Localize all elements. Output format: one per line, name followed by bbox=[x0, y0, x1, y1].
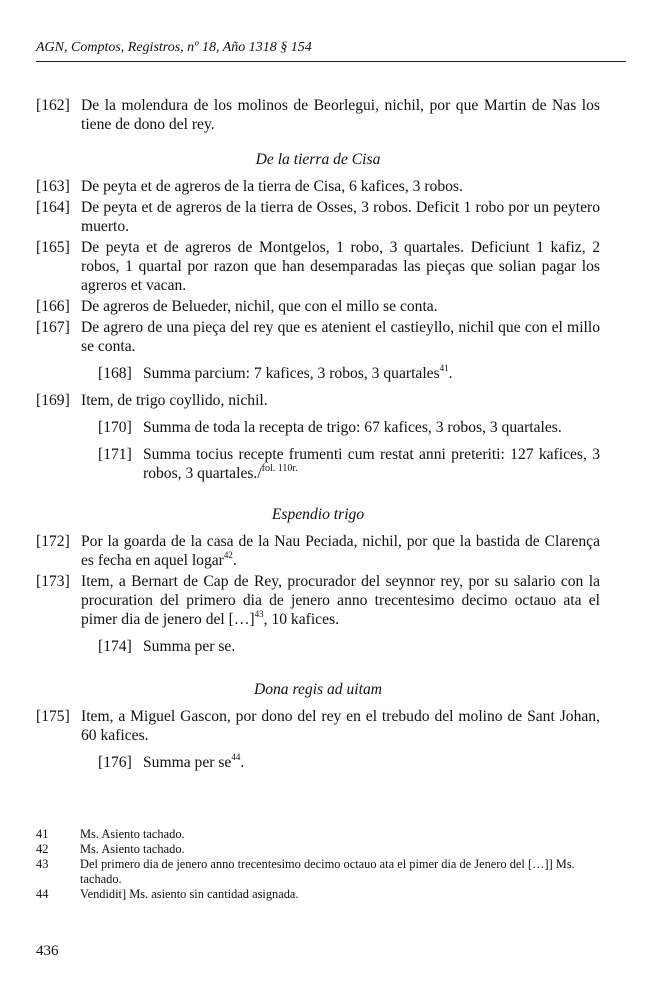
entry-number: [176] bbox=[98, 754, 132, 771]
entry-162 bbox=[36, 96, 600, 134]
entry-number: [168] bbox=[98, 365, 132, 382]
entry-number: [173] bbox=[36, 573, 70, 590]
entry-163 bbox=[36, 177, 600, 196]
footnote-text: Del primero dia de jenero anno trecentesimo decimo octauo ata el pimer dia de Jenero del […]] Ms. tachado. bbox=[80, 857, 575, 886]
footnote-43 bbox=[36, 857, 602, 887]
entry-number: [163] bbox=[36, 178, 70, 195]
entry-number: [169] bbox=[36, 392, 70, 409]
entry-170 bbox=[36, 418, 600, 437]
entry-171 bbox=[36, 445, 600, 483]
entry-text: Summa parcium: 7 kafices, 3 robos, 3 quartales$^{41}$. bbox=[143, 362, 453, 382]
footnote-text: Ms. Asiento tachado. bbox=[80, 842, 185, 856]
entry-number: [175] bbox=[36, 708, 70, 725]
entry-number: [162] bbox=[36, 97, 70, 114]
footnote-ref-42: 42 bbox=[223, 549, 233, 560]
entry-169 bbox=[36, 391, 600, 410]
footnote-number: 44 bbox=[36, 887, 49, 901]
footnotes bbox=[36, 827, 602, 902]
entry-number: [167] bbox=[36, 319, 70, 336]
entry-number: [174] bbox=[98, 638, 132, 655]
entry-164 bbox=[36, 198, 600, 236]
footnote-number: 43 bbox=[36, 857, 49, 871]
footnote-ref-41: 41 bbox=[439, 362, 449, 373]
entry-text: Por la goarda de la casa de la Nau Peciada, nichil, por que la bastida de Clarença es fecha en aquel logar$^{42}$. bbox=[81, 533, 600, 569]
footnote-text: Ms. Asiento tachado. bbox=[80, 827, 185, 841]
running-head: AGN, Comptos, Registros, nº 18, Año 1318 § 154 bbox=[36, 40, 626, 62]
footnote-42 bbox=[36, 842, 602, 857]
footnote-number: 42 bbox=[36, 842, 49, 856]
entry-text: De peyta et de agreros de la tierra de Osses, 3 robos. Deficit 1 robo por un peytero muerto. bbox=[81, 199, 600, 235]
section-heading-espendio: Espendio trigo bbox=[271, 506, 365, 523]
footnote-text: Vendidit] Ms. asiento sin cantidad asignada. bbox=[80, 887, 299, 901]
entry-text: De peyta et de agreros de la tierra de Cisa, 6 kafices, 3 robos. bbox=[81, 178, 463, 195]
body-text bbox=[36, 96, 600, 774]
entry-167 bbox=[36, 318, 600, 356]
entry-text: De peyta et de agreros de Montgelos, 1 robo, 3 quartales. Deficiunt 1 kafiz, 2 robos, 1 quartal por razon que han desemparadas las pieças que solian pagar los agreros et vacan. bbox=[81, 239, 600, 294]
entry-text: Item, de trigo coyllido, nichil. bbox=[81, 392, 268, 409]
entry-number: [171] bbox=[98, 446, 132, 463]
entry-text: Summa per $se^{44}$. bbox=[143, 751, 245, 771]
entry-text: Summa per se. bbox=[143, 638, 236, 655]
section-heading-dona: Dona regis ad uitam bbox=[253, 681, 383, 698]
entry-168 bbox=[36, 364, 600, 383]
entry-174 bbox=[36, 637, 600, 656]
entry-number: [172] bbox=[36, 533, 70, 550]
entry-172 bbox=[36, 532, 600, 570]
entry-176 bbox=[36, 753, 600, 772]
entry-number: [166] bbox=[36, 298, 70, 315]
entry-number: [170] bbox=[98, 419, 132, 436]
entry-text: Item, a Miguel Gascon, por dono del rey en el trebudo del molino de Sant Johan, 60 kafices. bbox=[81, 708, 600, 744]
section-heading-cisa: De la tierra de Cisa bbox=[255, 151, 381, 168]
entry-text: De agreros de Belueder, nichil, que con el millo se conta. bbox=[81, 298, 438, 315]
entry-text: Summa de toda la recepta de trigo: 67 kafices, 3 robos, 3 quartales. bbox=[143, 419, 562, 436]
page-number: 436 bbox=[36, 943, 59, 959]
entry-number: [164] bbox=[36, 199, 70, 216]
entry-175 bbox=[36, 707, 600, 745]
footnote-41 bbox=[36, 827, 602, 842]
entry-text: Summa tocius recepte frumenti cum restat anni preteriti: 127 kafices, 3 robos, 3 quartales./$^{fol. 110r.}$ bbox=[143, 446, 600, 482]
entry-text: Item, a Bernart de Cap de Rey, procurador del seynnor rey, por su salario con la procuration del primero dia de jenero anno trecentesimo decimo octauo ata el pimer dia de jenero del […]$^{43}$, 10 kafices. bbox=[81, 573, 600, 628]
entry-173 bbox=[36, 572, 600, 629]
footnote-number: 41 bbox=[36, 827, 49, 841]
footnote-ref-44: 44 bbox=[231, 751, 241, 762]
entry-166 bbox=[36, 297, 600, 316]
entry-text: De agrero de una pieça del rey que es atenient el castieyllo, nichil que con el millo se conta. bbox=[81, 319, 600, 355]
entry-text: De la molendura de los molinos de Beorlegui, nichil, por que Martin de Nas los tiene de dono del rey. bbox=[81, 97, 600, 133]
folio-marker: fol. 110r. bbox=[261, 462, 298, 474]
footnote-ref-43: 43 bbox=[254, 608, 264, 619]
entry-number: [165] bbox=[36, 239, 70, 256]
footnote-44 bbox=[36, 887, 602, 902]
entry-165 bbox=[36, 238, 600, 295]
